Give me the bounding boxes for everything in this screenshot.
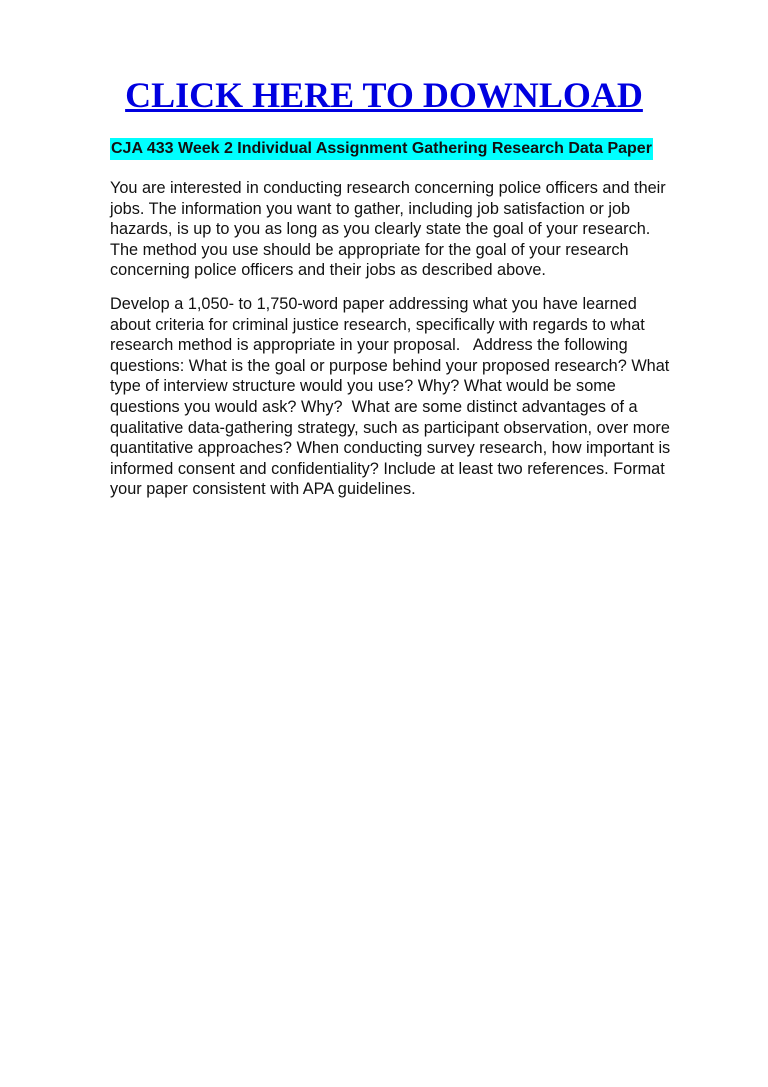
text-line: hazards, is up to you as long as you clearly state the goal of your research. [110, 220, 651, 239]
paragraph-instructions [110, 294, 730, 500]
text-line: type of interview structure would you use? Why? What would be some [110, 377, 616, 396]
text-line: The method you use should be appropriate for the goal of your research [110, 240, 629, 259]
text-line: jobs. The information you want to gather, including job satisfaction or job [110, 199, 631, 218]
text-line: qualitative data-gathering strategy, such as participant observation, over more [110, 418, 670, 437]
text-line: questions: What is the goal or purpose behind your proposed research? What [110, 356, 670, 375]
assignment-title: CJA 433 Week 2 Individual Assignment Gathering Research Data Paper [110, 138, 653, 160]
text-line: about criteria for criminal justice research, specifically with regards to what [110, 315, 645, 334]
paragraph-intro [110, 178, 730, 281]
text-line: your paper consistent with APA guidelines. [110, 480, 416, 499]
text-line: research method is appropriate in your proposal. Address the following [110, 336, 628, 355]
text-line: quantitative approaches? When conducting survey research, how important is [110, 439, 671, 458]
text-line: questions you would ask? Why? What are some distinct advantages of a [110, 397, 638, 416]
text-line: informed consent and confidentiality? Include at least two references. Format [110, 459, 665, 478]
text-line: You are interested in conducting research concerning police officers and their [110, 179, 666, 197]
text-line: concerning police officers and their jobs as described above. [110, 261, 546, 280]
download-link[interactable]: CLICK HERE TO DOWNLOAD [125, 75, 643, 115]
text-line: Develop a 1,050- to 1,750-word paper addressing what you have learned [110, 295, 637, 313]
